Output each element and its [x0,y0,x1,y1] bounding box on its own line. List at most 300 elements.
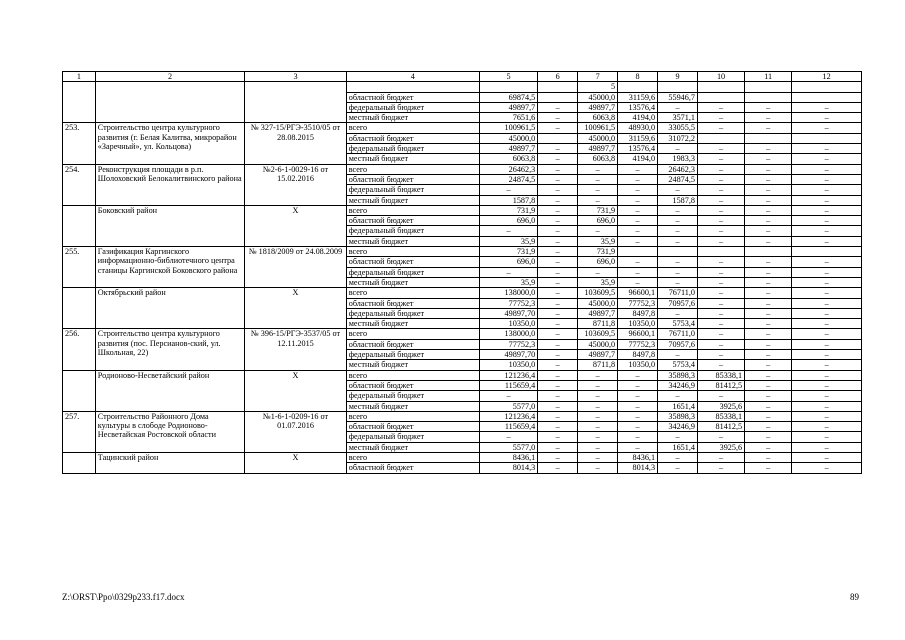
amount-cell: – [792,236,862,246]
amount-cell: 731,9 [479,205,537,215]
amount-cell: – [538,267,578,277]
amount-cell: – [618,411,658,421]
amount-cell: 5753,4 [658,360,698,370]
amount-cell: – [538,308,578,318]
amount-cell: – [538,174,578,184]
amount-cell: – [538,185,578,195]
amount-cell [745,92,792,102]
amount-cell: 8711,8 [578,360,618,370]
table-row [63,370,862,380]
amount-cell: – [618,236,658,246]
amount-cell: – [792,319,862,329]
amount-cell: – [792,277,862,287]
amount-cell: – [745,319,792,329]
amount-cell [479,82,537,92]
amount-cell: – [792,298,862,308]
amount-cell: – [538,401,578,411]
amount-cell: 33055,5 [658,123,698,133]
amount-cell: – [618,422,658,432]
funding-source [346,82,479,92]
amount-cell: 1587,8 [658,195,698,205]
header-cell: 7 [578,72,618,82]
amount-cell: 1651,4 [658,401,698,411]
object-name: Боковский район [95,205,245,246]
amount-cell: – [792,391,862,401]
amount-cell: – [538,298,578,308]
funding-source: всего [346,247,479,257]
funding-source: областной бюджет [346,92,479,102]
amount-cell: – [792,174,862,184]
amount-cell: 49897,70 [479,350,537,360]
amount-cell: 10350,0 [479,360,537,370]
amount-cell: – [658,391,698,401]
amount-cell [538,92,578,102]
expertise-document: Х [245,452,346,473]
amount-cell: – [578,226,618,236]
amount-cell: 7651,6 [479,113,537,123]
amount-cell: – [538,247,578,257]
amount-cell: – [792,370,862,380]
amount-cell: – [538,195,578,205]
funding-source: всего [346,164,479,174]
amount-cell: – [698,205,745,215]
amount-cell: 696,0 [578,216,618,226]
footer-file-path: Z:\ORST\Ppo\0329p233.f17.docx [62,592,185,602]
amount-cell: 138000,0 [479,329,537,339]
amount-cell: – [792,288,862,298]
amount-cell: 115659,4 [479,422,537,432]
amount-cell: – [745,308,792,318]
amount-cell: 24874,5 [658,174,698,184]
amount-cell: – [538,102,578,112]
amount-cell: – [698,350,745,360]
amount-cell: 35,9 [479,277,537,287]
amount-cell: – [578,452,618,462]
item-number: 256. [63,329,96,370]
amount-cell [792,247,862,257]
amount-cell [792,133,862,143]
amount-cell: 3925,6 [698,442,745,452]
item-number [63,82,96,123]
amount-cell: – [538,339,578,349]
table-row [63,123,862,133]
amount-cell: – [658,144,698,154]
amount-cell: – [538,391,578,401]
amount-cell: 10350,0 [479,319,537,329]
budget-table [62,71,862,474]
amount-cell: – [792,329,862,339]
amount-cell: – [538,411,578,421]
amount-cell: 696,0 [479,257,537,267]
amount-cell: – [658,216,698,226]
funding-source: федеральный бюджет [346,226,479,236]
amount-cell: 5577,0 [479,401,537,411]
amount-cell: – [745,288,792,298]
amount-cell [618,247,658,257]
amount-cell: – [618,185,658,195]
amount-cell: – [618,174,658,184]
table-row [63,329,862,339]
funding-source: федеральный бюджет [346,308,479,318]
item-number: 254. [63,164,96,205]
amount-cell: 5 [578,82,618,92]
amount-cell: – [792,350,862,360]
amount-cell [792,82,862,92]
amount-cell: 1983,3 [658,154,698,164]
amount-cell: 100961,5 [578,123,618,133]
amount-cell: – [792,411,862,421]
item-number [63,370,96,411]
item-number [63,205,96,246]
amount-cell: – [745,360,792,370]
amount-cell: – [658,257,698,267]
amount-cell: – [698,195,745,205]
expertise-document: № 327-15/РГЭ-3510/05 от 28.08.2015 [245,123,346,164]
item-number: 257. [63,411,96,452]
amount-cell: – [792,422,862,432]
funding-source: федеральный бюджет [346,267,479,277]
amount-cell: – [538,288,578,298]
amount-cell: – [698,267,745,277]
amount-cell: 77752,3 [479,298,537,308]
amount-cell: – [698,164,745,174]
header-cell: 8 [618,72,658,82]
amount-cell: – [745,164,792,174]
funding-source: областной бюджет [346,339,479,349]
amount-cell [538,133,578,143]
expertise-document: №1-6-1-0209-16 от 01.07.2016 [245,411,346,452]
table-row [63,411,862,421]
amount-cell: 85338,1 [698,370,745,380]
amount-cell [698,82,745,92]
amount-cell: – [792,154,862,164]
amount-cell: – [698,463,745,473]
amount-cell: 34246,9 [658,380,698,390]
amount-cell: – [745,463,792,473]
amount-cell: 49897,7 [578,350,618,360]
header-cell: 3 [245,72,346,82]
funding-source: федеральный бюджет [346,144,479,154]
amount-cell: – [578,267,618,277]
amount-cell: – [792,123,862,133]
amount-cell: – [538,277,578,287]
header-cell: 11 [745,72,792,82]
amount-cell: – [792,452,862,462]
amount-cell: 76711,0 [658,288,698,298]
amount-cell: 81412,5 [698,422,745,432]
amount-cell: – [538,144,578,154]
amount-cell: – [698,113,745,123]
amount-cell: – [792,432,862,442]
amount-cell: 8014,3 [618,463,658,473]
item-number [63,288,96,329]
amount-cell: 77752,3 [618,298,658,308]
amount-cell: 3925,6 [698,401,745,411]
header-cell: 1 [63,72,96,82]
amount-cell: – [538,422,578,432]
amount-cell: 55946,7 [658,92,698,102]
table-row [63,82,862,92]
amount-cell: 5577,0 [479,442,537,452]
amount-cell: 77752,3 [479,339,537,349]
expertise-document: № 396-15/РГЭ-3537/05 от 12.11.2015 [245,329,346,370]
amount-cell: 96600,1 [618,288,658,298]
amount-cell: 4194,0 [618,154,658,164]
amount-cell: – [698,236,745,246]
amount-cell [698,247,745,257]
amount-cell: – [618,226,658,236]
amount-cell: 31072,2 [658,133,698,143]
amount-cell: – [658,102,698,112]
amount-cell: – [745,350,792,360]
object-name: Тацинский район [95,452,245,473]
amount-cell: – [698,185,745,195]
amount-cell: 26462,3 [658,164,698,174]
funding-source: областной бюджет [346,133,479,143]
amount-cell: – [745,154,792,164]
amount-cell: – [745,339,792,349]
amount-cell: – [658,185,698,195]
amount-cell: – [698,329,745,339]
amount-cell: – [698,339,745,349]
expertise-document: №2-6-1-0029-16 от 15.02.2016 [245,164,346,205]
amount-cell: 8436,1 [479,452,537,462]
amount-cell: 696,0 [479,216,537,226]
amount-cell: 6063,8 [479,154,537,164]
funding-source: всего [346,411,479,421]
amount-cell: 1587,8 [479,195,537,205]
amount-cell: – [618,401,658,411]
amount-cell: – [698,319,745,329]
amount-cell: – [745,226,792,236]
amount-cell: – [698,102,745,112]
header-cell: 2 [95,72,245,82]
amount-cell: – [745,298,792,308]
amount-cell: – [698,216,745,226]
amount-cell: – [618,195,658,205]
amount-cell: – [618,370,658,380]
amount-cell: 48930,0 [618,123,658,133]
funding-source: местный бюджет [346,113,479,123]
amount-cell: 35,9 [479,236,537,246]
amount-cell: 85338,1 [698,411,745,421]
object-name: Реконструкция площади в р.п. Шолоховский Белокалитвинского района [95,164,245,205]
amount-cell: – [745,195,792,205]
amount-cell: – [618,164,658,174]
amount-cell: 49897,7 [578,144,618,154]
amount-cell: – [578,411,618,421]
amount-cell: – [792,339,862,349]
funding-source: местный бюджет [346,442,479,452]
amount-cell: – [538,236,578,246]
amount-cell: 731,9 [578,247,618,257]
funding-source: федеральный бюджет [346,185,479,195]
amount-cell: – [745,123,792,133]
amount-cell: 26462,3 [479,164,537,174]
amount-cell: – [578,174,618,184]
funding-source: областной бюджет [346,422,479,432]
amount-cell: 696,0 [578,257,618,267]
amount-cell: – [658,432,698,442]
amount-cell: – [658,463,698,473]
amount-cell: 45000,0 [578,92,618,102]
amount-cell: – [618,380,658,390]
amount-cell: 5753,4 [658,319,698,329]
amount-cell: 45000,0 [578,133,618,143]
amount-cell: – [792,308,862,318]
funding-source: местный бюджет [346,319,479,329]
amount-cell: 103609,5 [578,288,618,298]
table-row [63,164,862,174]
funding-source: всего [346,123,479,133]
funding-source: областной бюджет [346,298,479,308]
amount-cell: – [792,164,862,174]
header-cell: 12 [792,72,862,82]
object-name [95,82,245,123]
amount-cell: 49897,7 [578,308,618,318]
funding-source: местный бюджет [346,360,479,370]
amount-cell: 70957,6 [658,298,698,308]
amount-cell: 35898,3 [658,411,698,421]
funding-source: областной бюджет [346,216,479,226]
amount-cell: – [698,226,745,236]
expertise-document: Х [245,370,346,411]
amount-cell: – [698,257,745,267]
amount-cell: 103609,5 [578,329,618,339]
amount-cell: 3571,1 [658,113,698,123]
amount-cell: – [792,205,862,215]
funding-source: областной бюджет [346,174,479,184]
amount-cell: – [479,432,537,442]
amount-cell: – [578,432,618,442]
amount-cell: – [618,257,658,267]
amount-cell: 6063,8 [578,113,618,123]
amount-cell: – [745,411,792,421]
amount-cell: 34246,9 [658,422,698,432]
table-row [63,247,862,257]
amount-cell: – [479,391,537,401]
header-cell: 4 [346,72,479,82]
amount-cell: – [658,308,698,318]
amount-cell: – [745,185,792,195]
amount-cell: – [618,216,658,226]
amount-cell: – [745,391,792,401]
funding-source: федеральный бюджет [346,102,479,112]
amount-cell [698,133,745,143]
amount-cell: – [618,267,658,277]
amount-cell: 121236,4 [479,370,537,380]
amount-cell: – [538,442,578,452]
amount-cell: – [538,380,578,390]
header-cell: 6 [538,72,578,82]
amount-cell [618,82,658,92]
item-number [63,452,96,473]
amount-cell: 49897,70 [479,308,537,318]
expertise-document: № 1818/2009 от 24.08.2009 [245,247,346,288]
amount-cell: – [698,277,745,287]
funding-source: федеральный бюджет [346,391,479,401]
amount-cell: 8436,1 [618,452,658,462]
amount-cell: – [618,277,658,287]
amount-cell: – [578,442,618,452]
amount-cell: – [658,267,698,277]
amount-cell: – [745,277,792,287]
amount-cell: 121236,4 [479,411,537,421]
amount-cell: – [538,329,578,339]
amount-cell: 13576,4 [618,144,658,154]
funding-source: местный бюджет [346,195,479,205]
amount-cell: 45000,0 [578,298,618,308]
amount-cell [745,133,792,143]
table-row [63,205,862,215]
funding-source: местный бюджет [346,154,479,164]
amount-cell: – [745,422,792,432]
amount-cell: – [658,226,698,236]
expertise-document: Х [245,288,346,329]
amount-cell: – [578,164,618,174]
amount-cell: 115659,4 [479,380,537,390]
amount-cell: – [578,195,618,205]
funding-source: местный бюджет [346,277,479,287]
amount-cell: – [792,380,862,390]
amount-cell: 8497,8 [618,350,658,360]
amount-cell: 1651,4 [658,442,698,452]
amount-cell: – [698,391,745,401]
amount-cell: 49897,7 [479,102,537,112]
amount-cell: 731,9 [479,247,537,257]
amount-cell: – [578,380,618,390]
expertise-document [245,82,346,123]
amount-cell: – [479,185,537,195]
amount-cell: – [538,123,578,133]
amount-cell: – [745,144,792,154]
amount-cell: – [745,267,792,277]
funding-source: всего [346,205,479,215]
amount-cell: – [578,370,618,380]
object-name: Строительство центра культурного развития (г. Белая Калитва, микрорайон «Заречный», ул. Кольцова) [95,123,245,164]
amount-cell: – [658,236,698,246]
header-row [63,72,862,82]
amount-cell: 35,9 [578,236,618,246]
amount-cell: – [745,370,792,380]
amount-cell: – [698,298,745,308]
object-name: Родионово-Несветайский район [95,370,245,411]
amount-cell [792,92,862,102]
amount-cell: – [658,452,698,462]
amount-cell: – [745,236,792,246]
amount-cell [745,82,792,92]
object-name: Строительство Районного Дома культуры в слободе Родионово-Несветайская Ростовской области [95,411,245,452]
amount-cell: – [698,144,745,154]
amount-cell: – [658,205,698,215]
funding-source: всего [346,452,479,462]
amount-cell: 35898,3 [658,370,698,380]
amount-cell: 45000,0 [578,339,618,349]
amount-cell [658,247,698,257]
object-name: Строительство центра культурного развития (пос. Персианов-ский, ул. Школьная, 22) [95,329,245,370]
amount-cell: – [745,257,792,267]
funding-source: областной бюджет [346,257,479,267]
amount-cell: 31159,6 [618,133,658,143]
amount-cell [745,247,792,257]
amount-cell: 81412,5 [698,380,745,390]
amount-cell: – [745,452,792,462]
amount-cell: 69874,5 [479,92,537,102]
amount-cell: 31159,6 [618,92,658,102]
amount-cell: – [698,154,745,164]
amount-cell: 10350,0 [618,319,658,329]
amount-cell [538,82,578,92]
